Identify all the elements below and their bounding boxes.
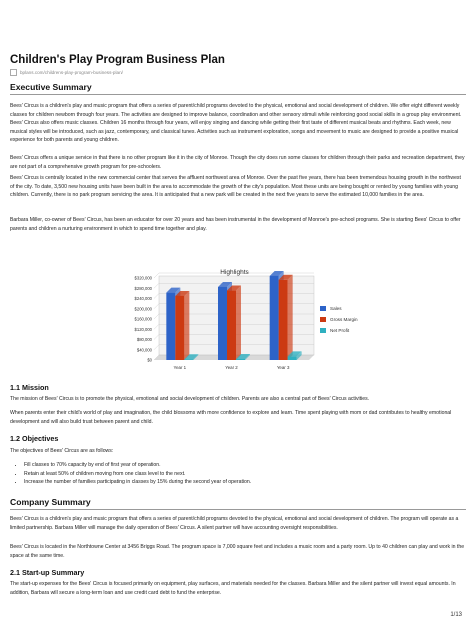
x-tick-label: Year 1: [173, 365, 187, 370]
mission-p2: When parents enter their child's world of play and imagination, the child blossoms with more confidence to explore and learn. Time spent playing with mom or dad contributes to healthy emotional development and will also build trust between parent and child.: [10, 410, 452, 425]
gridline-side: [154, 324, 159, 329]
y-tick-label: $200,000: [134, 306, 152, 312]
gridline-side: [154, 273, 159, 278]
bar-sales: [166, 293, 175, 360]
x-tick-label: Year 3: [276, 365, 290, 370]
mission-section: [10, 383, 466, 392]
legend-label: Net Profit: [330, 328, 350, 333]
list-item: • Increase the number of families participating in classes by 15% during the second year of operation.: [24, 478, 474, 487]
company-summary-p1: Bees' Circus is a children's play and music program that offers a series of parent/child programs devoted to the physical, emotional and social development of children. The program will operate as a limited partnership. Barbara Miller will manage the daily operation of Bees' Circus. A silent partner will have accounting oversight responsibilities.: [10, 516, 459, 531]
page-title: Children's Play Program Business Plan: [10, 54, 225, 66]
heading-divider: [10, 509, 466, 510]
executive-summary-heading: Executive Summary: [10, 82, 92, 92]
y-tick-label: $160,000: [134, 316, 152, 322]
mission-p1: The mission of Bees' Circus is to promote the physical, emotional and social development of children. Parents are also a central part of Bees' Circus activities.: [10, 396, 370, 402]
legend-swatch: [320, 317, 326, 322]
startup-summary-section: [10, 568, 466, 577]
source-url[interactable]: bplans.com/childrens-play-program-business-plan/: [20, 70, 123, 75]
gridline-side: [154, 294, 159, 299]
y-tick-label: $80,000: [136, 337, 152, 342]
highlights-chart: [124, 264, 372, 378]
gridline-side: [154, 304, 159, 309]
startup-summary-heading: 2.1 Start-up Summary: [10, 568, 85, 577]
company-summary-p2: Bees' Circus is located in the Northtowne Center at 3456 Briggs Road. The program space is 7,000 square feet and includes a music room and a party room. Up to 40 children can play and work in the space at the same time.: [10, 544, 465, 559]
gridline-side: [154, 314, 159, 319]
executive-summary-p1: Bees' Circus is a children's play and music program that offers a series of parent/child programs devoted to the physical, emotional and social development of children. We offer eight different weekly classes for children newborn through four years. The activities are designed to improve balance, coordination and other sensory stimuli while reinforcing good social skills in a group play environment. Bees' Circus also offers music classes. Children 16 months through four years, will enjoy singing and dancing while getting their first taste of different musical beats and rhythms. Each week, new musical styles will be introduced, such as jazz, contemporary, and classical tunes. Activities such as instrument exploration, songs and movement to music are designed to provide a positive musical experience for both parents and young children.: [10, 103, 462, 144]
bar-sales: [270, 276, 279, 360]
y-tick-label: $240,000: [134, 296, 152, 301]
executive-summary-p2: Bees' Circus offers a unique service in that there is no other program like it in the city of Monroe. Though the city does run some classes for children through their parks and recreation department, they are not part of a comprehensive growth program for pre-schoolers.: [10, 155, 465, 170]
company-summary-section: [10, 497, 466, 510]
y-tick-label: $280,000: [134, 285, 152, 291]
heading-divider: [10, 94, 466, 95]
bar-net-profit: [184, 359, 193, 360]
y-tick-label: $320,000: [134, 275, 152, 281]
chart-title: Highlights: [220, 269, 249, 276]
bar-gross-margin: [175, 296, 184, 360]
legend-label: Sales: [330, 306, 342, 311]
bar-side: [184, 291, 189, 360]
objectives-intro: The objectives of Bees' Circus are as follows:: [10, 448, 114, 454]
bar-gross-margin: [227, 291, 236, 360]
legend-swatch: [320, 306, 326, 311]
source-link[interactable]: [10, 69, 123, 76]
gridline-side: [154, 283, 159, 288]
highlights-chart-svg: [124, 264, 372, 378]
bar-gross-margin: [279, 280, 288, 360]
objectives-list: [10, 461, 474, 487]
list-item: • Retain at least 50% of children moving from one class level to the next.: [24, 470, 474, 479]
bar-side: [288, 275, 293, 360]
y-tick-label: $40,000: [136, 347, 152, 353]
gridline-side: [154, 335, 159, 340]
executive-summary-p4: Barbara Miller, co-owner of Bees' Circus, has been an educator for over 20 years and has been instrumental in the development of Monroe's pre-school programs. She is starting Bees' Circus to offer parents and children a nurturing environment in which to spend time together and play.: [10, 217, 461, 232]
executive-summary-p3: Bees' Circus is centrally located in the new commercial center that serves the affluent northwest area of Monroe. Over the past five years, there has been tremendous housing growth in the northwest of the city. To date, 3,500 new housing units have been built in the area to accommodate the growth of the city's population. Most these units are being bought or rented by young families with young children. Currently, there is no park program servicing the area. It is anticipated that a new park will be created in the next five years to serve the estimated 10,000 families in the area.: [10, 175, 461, 199]
company-summary-heading: Company Summary: [10, 497, 91, 507]
startup-summary-p1: The start-up expenses for the Bees' Circus is focused primarily on equipment, play surfaces, and materials needed for the classes. Barbara Miller and the silent partner will invest equal amounts. In addition, Barbara will secure a long-term loan and use credit card debt to fund the enterprise.: [10, 581, 456, 596]
bar-side: [236, 286, 241, 360]
x-tick-label: Year 2: [225, 365, 238, 370]
y-tick-label: $0: [147, 357, 152, 363]
bar-sales: [218, 287, 227, 360]
objectives-section: [10, 434, 466, 443]
objectives-heading: 1.2 Objectives: [10, 434, 59, 443]
gridline-side: [154, 345, 159, 350]
link-icon: [10, 69, 17, 76]
legend-label: Gross Margin: [330, 317, 358, 322]
executive-summary-section: [10, 82, 466, 95]
bar-net-profit: [288, 356, 297, 360]
mission-heading: 1.1 Mission: [10, 383, 49, 392]
list-item: • Fill classes to 70% capacity by end of first year of operation.: [24, 461, 474, 470]
page-number: 1/13: [450, 612, 462, 618]
bar-net-profit: [236, 359, 245, 360]
y-tick-label: $120,000: [134, 326, 152, 332]
legend-swatch: [320, 328, 326, 333]
